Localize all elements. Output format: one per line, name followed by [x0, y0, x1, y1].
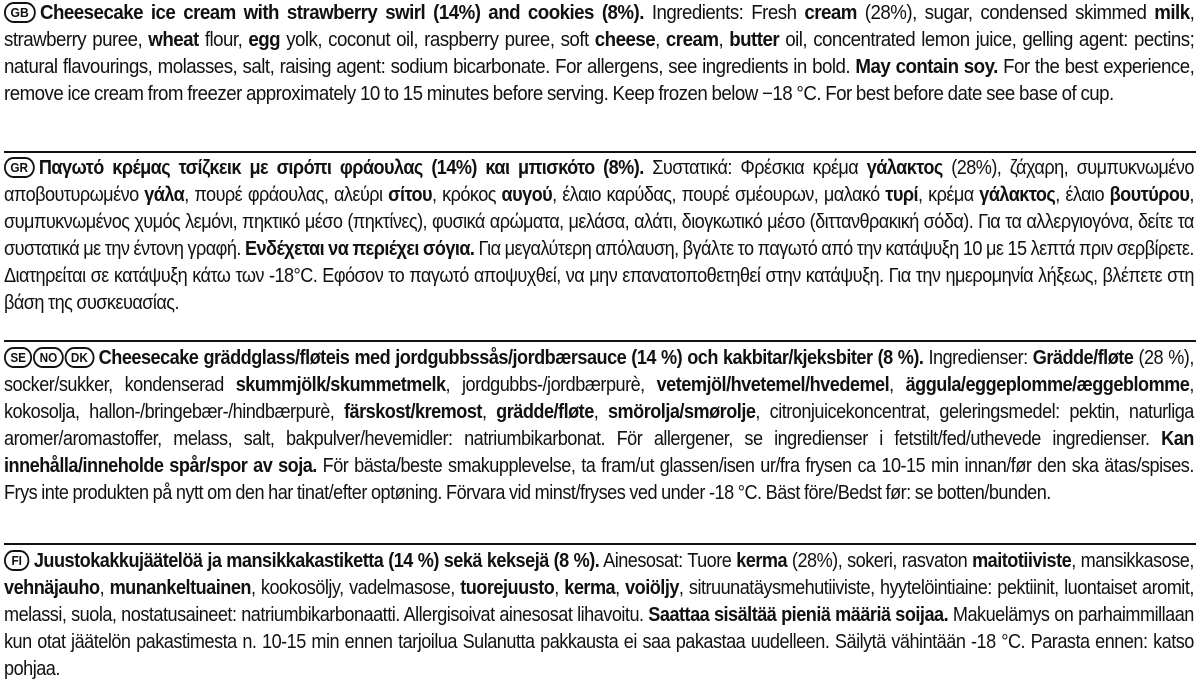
allergen-text: τυρί — [885, 184, 918, 206]
allergen-text: wheat — [148, 29, 199, 51]
allergen-text: kerma — [736, 550, 788, 572]
allergen-text: tuorejuusto — [460, 577, 555, 599]
language-code-badge: DK — [64, 347, 94, 368]
allergen-text: egg — [248, 29, 281, 51]
allergen-text: färskost/kremost — [344, 401, 482, 423]
text-segment: , — [593, 401, 608, 423]
section-scandinavian — [4, 342, 1196, 545]
allergen-text: vehnäjauho — [4, 577, 100, 599]
may-contain-warning: May contain soy. — [855, 56, 998, 78]
allergen-text: butter — [729, 29, 780, 51]
text-segment: yolk, coconut oil, raspberry puree, soft — [280, 29, 595, 51]
allergen-text: γάλα — [144, 184, 185, 206]
text-segment: , — [615, 577, 626, 599]
language-code-badge: FI — [4, 550, 29, 571]
may-contain-warning: Ενδέχεται να περιέχει σόγια. — [244, 238, 475, 260]
allergen-text: γάλακτος — [979, 184, 1056, 206]
section-finnish — [4, 545, 1196, 700]
text-segment: For the best experience, remove ice cream from freezer approximately 10 to 15 minutes before serving. Keep frozen below −18 °C. For best before date see base of cup. — [4, 56, 1195, 105]
text-segment: , kokosolja, hallon-/bringebær-/hindbærpurè, — [4, 374, 1194, 423]
text-segment: , strawberry puree, — [4, 2, 1195, 51]
language-badges — [4, 157, 35, 179]
allergen-text: maitotiiviste — [972, 550, 1072, 572]
allergen-text: αυγού — [501, 184, 553, 206]
title-text: Cheesecake ice cream with strawberry swirl (14%) and cookies (8%). — [39, 2, 644, 24]
section-english — [4, 0, 1196, 153]
text-segment: Makuelämys on parhaimmillaan kun otat jäätelön pakastimesta n. 10-15 min ennen tarjoilua Sulanutta pakkausta ei saa pakastaa uudelleen. Säilytä vähintään -18 °C. Parasta ennen: katso pohjaa. — [4, 604, 1194, 680]
allergen-text: äggula/eggeplomme/æggeblomme — [905, 374, 1190, 396]
language-code-badge: GB — [4, 2, 35, 23]
section-text — [4, 0, 1194, 108]
text-segment: , — [481, 401, 497, 423]
section-text — [4, 548, 1194, 683]
allergen-text: cream — [665, 29, 719, 51]
section-text — [4, 155, 1194, 317]
allergen-text: cheese — [594, 29, 656, 51]
text-segment: , κρόκος — [432, 184, 502, 206]
text-segment: , mansikkasose, — [1071, 550, 1194, 572]
text-segment: , έλαιο καρύδας, πουρέ σμέουρων, μαλακό — [552, 184, 886, 206]
language-badges — [4, 550, 30, 572]
language-code-badge: NO — [33, 347, 63, 368]
text-segment: , συμπυκνωμένος χυμός λεμόνι, πηκτικό μέσο (πηκτίνες), φυσικά αρώματα, μελάσα, αλάτι, διογκωτικό μέσο (διττανθρακική σόδα). Για τα αλλεργιογόνα, δείτε τα συστατικά με την έντονη γραφή. — [4, 184, 1194, 260]
text-segment: (28%), sokeri, rasvaton — [787, 550, 973, 572]
text-segment: Συστατικά: Φρέσκια κρέμα — [643, 157, 867, 179]
title-text: Cheesecake gräddglass/fløteis med jordgubbssås/jordbærsauce (14 %) och kakbitar/kjeksbiter (8 %). — [98, 347, 924, 369]
text-segment: För bästa/beste smakupplevelse, ta fram/ut glassen/isen ur/fra frysen ca 10-15 min innan/før den ska ätas/spises. Frys inte produkten på nytt om den har tinat/efter optøning. Förvara vid minst/fryses ved under -18 °C. Bäst före/Bedst før: se botten/bunden. — [4, 455, 1194, 504]
allergen-text: σίτου — [388, 184, 433, 206]
allergen-text: γάλακτος — [866, 157, 943, 179]
text-segment: , — [889, 374, 906, 396]
text-segment: Για μεγαλύτερη απόλαυση, βγάλτε το παγωτό από την κατάψυξη 10 με 15 λεπτά πριν σερβίρετε. Διατηρείται σε κατάψυξη κάτω των -18°C. Εφόσον το παγωτό αποψυχθεί, να μην επανατοποθετηθεί στην κατάψυξη. Για την ημερομηνία λήξεως, βλέπετε στη βάση της συσκευασίας. — [4, 238, 1194, 314]
language-badges — [4, 347, 95, 369]
title-text: Παγωτό κρέμας τσίζκεικ με σιρόπι φράουλας (14%) και μπισκότο (8%). — [38, 157, 644, 179]
allergen-text: voiöljy — [625, 577, 679, 599]
text-segment: , — [99, 577, 110, 599]
may-contain-warning: Kan innehålla/inneholde spår/spor av soja. — [4, 428, 1194, 477]
text-segment: flour, — [198, 29, 249, 51]
allergen-text: βουτύρου — [1109, 184, 1190, 206]
text-segment: , jordgubbs-/jordbærpurè, — [445, 374, 657, 396]
language-badges — [4, 2, 36, 24]
allergen-text: grädde/fløte — [496, 401, 594, 423]
text-segment: , — [655, 29, 666, 51]
allergen-text: vetemjöl/hvetemel/hvedemel — [656, 374, 890, 396]
text-segment: oil, concentrated lemon juice, gelling agent: pectins; natural flavourings, molasses, salt, raising agent: sodium bicarbonate. For allergens, see ingredients in bold. — [4, 29, 1195, 78]
title-text: Juustokakkujäätelöä ja mansikkakastiketta (14 %) sekä keksejä (8 %). — [33, 550, 600, 572]
text-segment: , έλαιο — [1055, 184, 1110, 206]
text-segment: , sitruunatäysmehutiiviste, hyytelöintiaine: pektiinit, luontaiset aromit, melassi, suola, nostatusaineet: natriumbikarbonaatti. Allergisoivat ainesosat lihavoitu. — [4, 577, 1194, 626]
text-segment: Ingredients: Fresh — [643, 2, 805, 24]
allergen-text: skummjölk/skummetmelk — [235, 374, 446, 396]
text-segment: Ainesosat: Tuore — [599, 550, 737, 572]
allergen-text: smörolja/smørolje — [607, 401, 756, 423]
allergen-text: munankeltuainen — [109, 577, 251, 599]
text-segment: , — [718, 29, 730, 51]
allergen-text: cream — [804, 2, 857, 24]
may-contain-warning: Saattaa sisältää pieniä määriä soijaa. — [648, 604, 949, 626]
text-segment: , kookosöljy, vadelmasose, — [250, 577, 461, 599]
text-segment: (28%), ζάχαρη, συμπυκνωμένο αποβουτυρωμένο — [4, 157, 1194, 206]
text-segment: , citronjuicekoncentrat, geleringsmedel: pektin, naturliga aromer/aromastoffer, melass, salt, bakpulver/hevemidler: natriumbikarbonat. För allergener, se ingredienser i fetstilt/fed/uthevede ingredienser. — [4, 401, 1194, 450]
text-segment: , πουρέ φράουλας, αλεύρι — [184, 184, 389, 206]
text-segment: , — [554, 577, 565, 599]
text-segment: , κρέμα — [917, 184, 980, 206]
allergen-text: kerma — [564, 577, 616, 599]
language-code-badge: SE — [4, 347, 32, 368]
allergen-text: Grädde/fløte — [1032, 347, 1134, 369]
allergen-text: milk — [1154, 2, 1190, 24]
section-text — [4, 345, 1194, 507]
language-code-badge: GR — [4, 157, 34, 178]
text-segment: (28 %), socker/sukker, kondenserad — [4, 347, 1194, 396]
section-greek — [4, 153, 1196, 342]
text-segment: Ingredienser: — [923, 347, 1033, 369]
text-segment: (28%), sugar, condensed skimmed — [856, 2, 1155, 24]
